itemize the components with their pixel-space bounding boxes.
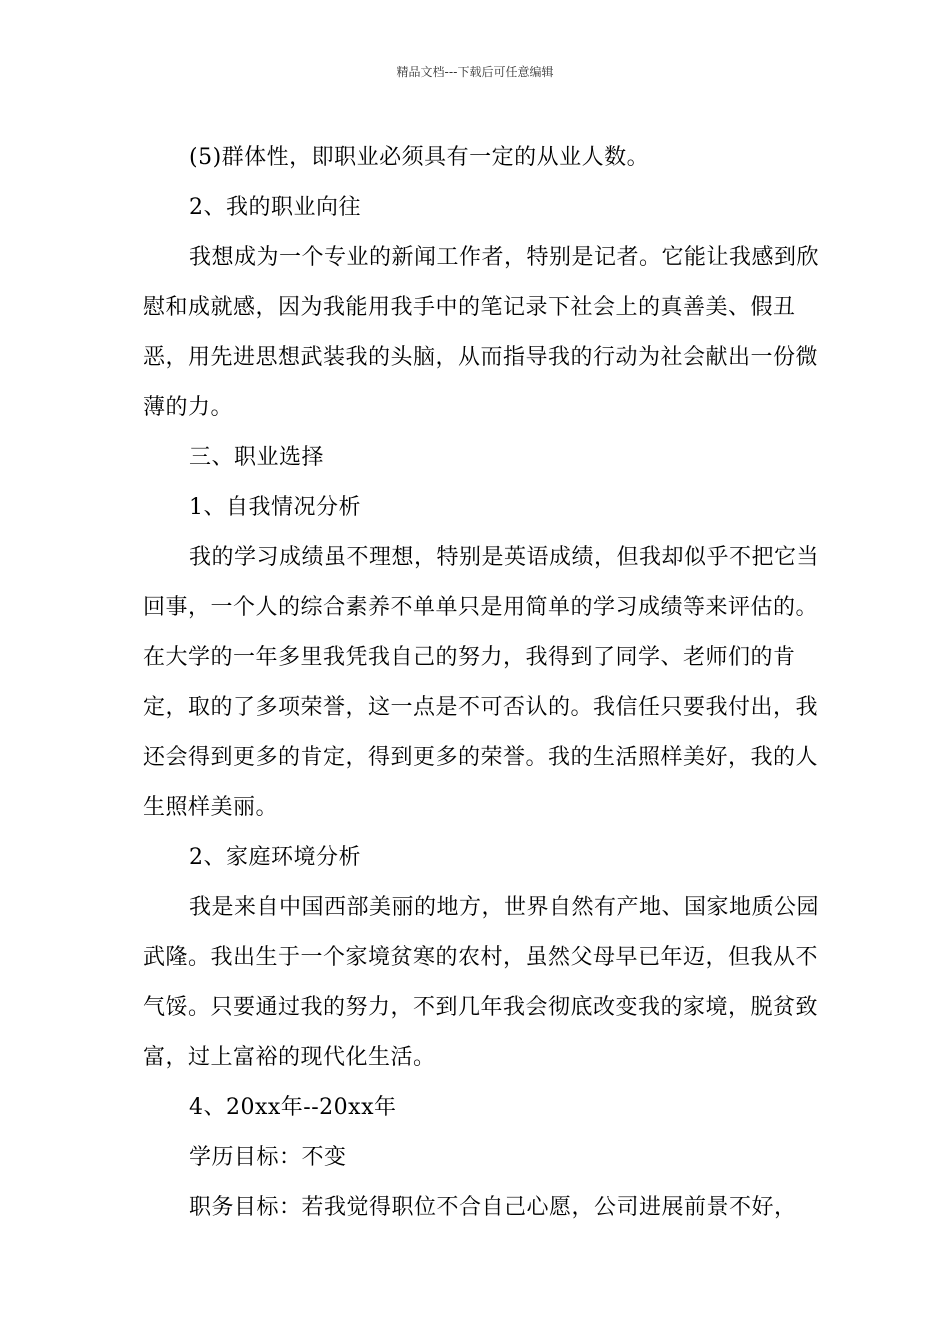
position-goal: 职务目标：若我觉得职位不合自己心愿，公司进展前景不好， [189,1195,797,1220]
paragraph-career-aspiration: 我想成为一个专业的新闻工作者，特别是记者。它能让我感到欣慰和成就感，因为我能用我手中的笔记录下社会上的真善美、假丑恶，用先进思想武装我的头脑，从而指导我的行动为社会献出一份微薄的力。 [143,245,820,420]
heading-family-analysis: 2、家庭环境分析 [189,845,361,870]
heading-career-choice: 三、职业选择 [189,445,325,470]
paragraph-self-analysis: 我的学习成绩虽不理想，特别是英语成绩，但我却似乎不把它当回事，一个人的综合素养不单单只是用简单的学习成绩等来评估的。在大学的一年多里我凭我自己的努力，我得到了同学、老师们的肯定，取的了多项荣誉，这一点是不可否认的。我信任只要我付出，我还会得到更多的肯定，得到更多的荣誉。我的生活照样美好，我的人生照样美丽。 [143,545,820,820]
document-body [143,133,823,1233]
paragraph-family-analysis: 我是来自中国西部美丽的地方，世界自然有产地、国家地质公园武隆。我出生于一个家境贫寒的农村，虽然父母早已年迈，但我从不气馁。只要通过我的努力，不到几年我会彻底改变我的家境，脱贫致富，过上富裕的现代化生活。 [143,895,820,1070]
education-goal: 学历目标：不变 [189,1145,347,1170]
page-header: 精品文档---下载后可任意编辑 [396,65,554,79]
paragraph-group-trait: (5)群体性，即职业必须具有一定的从业人数。 [189,145,650,170]
heading-period: 4、20xx年--20xx年 [189,1095,397,1120]
heading-career-aspiration: 2、我的职业向往 [189,195,361,220]
heading-self-analysis: 1、自我情况分析 [189,495,361,520]
